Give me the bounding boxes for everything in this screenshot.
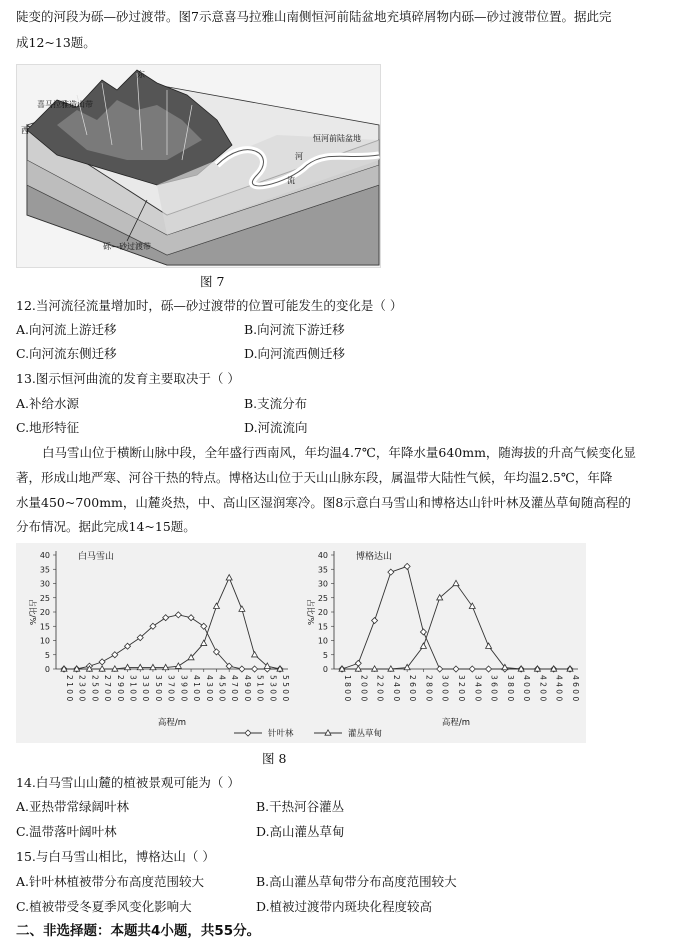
x-tick-label: 2 5 0 0 bbox=[90, 675, 100, 702]
x-tick-label: 2 7 0 0 bbox=[103, 675, 113, 702]
y-tick-label: 5 bbox=[44, 650, 50, 660]
point-conifer bbox=[388, 569, 394, 575]
passage-line-1: 白马雪山位于横断山脉中段，全年盛行西南风，年均温4.7℃，年降水量640mm，随海拔的升高气候变化显 bbox=[42, 445, 636, 460]
y-tick-label: 20 bbox=[317, 608, 328, 617]
y-tick-label: 35 bbox=[317, 565, 328, 575]
point-conifer bbox=[201, 623, 207, 629]
passage-line-2: 著，形成山地严寒、河谷干热的特点。博格达山位于天山山脉东段，属温带大陆性气候，年均温2.5℃，年降 bbox=[16, 470, 613, 485]
x-tick-label: 5 1 0 0 bbox=[255, 675, 265, 702]
x-tick-label: 3 7 0 0 bbox=[166, 675, 176, 702]
figure-7-diagram bbox=[16, 64, 381, 268]
q14-option-d[interactable]: D.高山灌丛草甸 bbox=[256, 824, 345, 839]
figure-8-caption: 图 8 bbox=[262, 751, 287, 766]
x-tick-label: 4 5 0 0 bbox=[217, 675, 227, 702]
q15-option-a[interactable]: A.针叶林植被带分布高度范围较大 bbox=[16, 874, 205, 889]
series-line-conifer bbox=[64, 615, 280, 669]
x-tick-label: 3 9 0 0 bbox=[179, 675, 189, 702]
chart-legend bbox=[234, 728, 382, 739]
x-tick-label: 3 4 0 0 bbox=[473, 675, 483, 702]
label-basin: 恒河前陆盆地 bbox=[313, 134, 361, 143]
point-conifer bbox=[239, 666, 245, 672]
q13-option-b[interactable]: B.支流分布 bbox=[244, 396, 308, 411]
label-flow: 流 bbox=[287, 176, 295, 185]
series-line-shrub bbox=[342, 584, 570, 670]
q15-option-d[interactable]: D.植被过渡带内斑块化程度较高 bbox=[256, 899, 433, 914]
x-tick-label: 4 7 0 0 bbox=[230, 675, 240, 702]
point-shrub bbox=[226, 575, 232, 580]
section-2-heading: 二、非选择题：本题共4小题，共55分。 bbox=[16, 923, 261, 939]
point-conifer bbox=[420, 629, 426, 635]
q12-option-d[interactable]: D.向河流西侧迁移 bbox=[244, 346, 346, 361]
x-axis-label: 高程/m bbox=[441, 718, 471, 728]
x-tick-label: 4 4 0 0 bbox=[554, 675, 564, 702]
chart-bogda bbox=[306, 550, 580, 728]
x-tick-label: 2 6 0 0 bbox=[408, 675, 418, 702]
legend-marker-shrub bbox=[325, 730, 331, 735]
x-tick-label: 2 3 0 0 bbox=[77, 675, 87, 702]
point-conifer bbox=[252, 666, 258, 672]
figure-7-caption: 图 7 bbox=[200, 274, 225, 289]
elevation-vegetation-chart bbox=[16, 543, 586, 743]
point-shrub bbox=[420, 643, 426, 648]
series-line-shrub bbox=[64, 578, 280, 669]
y-tick-label: 20 bbox=[39, 608, 50, 617]
point-conifer bbox=[372, 618, 378, 624]
point-shrub bbox=[486, 643, 492, 648]
q14-option-a[interactable]: A.亚热带常绿阔叶林 bbox=[16, 799, 130, 814]
x-tick-label: 3 8 0 0 bbox=[505, 675, 515, 702]
chart-title: 白马雪山 bbox=[78, 552, 115, 562]
x-tick-label: 4 3 0 0 bbox=[204, 675, 214, 702]
point-shrub bbox=[175, 663, 181, 668]
label-transition: 砾—砂过渡带 bbox=[103, 242, 151, 251]
y-tick-label: 15 bbox=[317, 622, 328, 632]
foreland-basin-diagram bbox=[17, 65, 380, 267]
point-shrub bbox=[372, 666, 378, 671]
x-axis-label: 高程/m bbox=[157, 718, 187, 728]
y-tick-label: 5 bbox=[322, 650, 328, 660]
q15-stem: 15.与白马雪山相比，博格达山（ ） bbox=[16, 849, 215, 864]
x-tick-label: 3 6 0 0 bbox=[489, 675, 499, 702]
point-shrub bbox=[137, 664, 143, 669]
point-shrub bbox=[213, 603, 219, 608]
y-tick-label: 30 bbox=[317, 579, 328, 589]
y-tick-label: 40 bbox=[317, 551, 328, 560]
chart-baima bbox=[28, 550, 290, 728]
x-tick-label: 2 2 0 0 bbox=[375, 675, 385, 702]
q15-option-c[interactable]: C.植被带受冬夏季风变化影响大 bbox=[16, 899, 192, 914]
x-tick-label: 3 0 0 0 bbox=[440, 675, 450, 702]
label-himalaya: 喜马拉雅造山带 bbox=[37, 100, 93, 109]
y-tick-label: 10 bbox=[39, 636, 50, 646]
point-shrub bbox=[125, 664, 131, 669]
y-tick-label: 0 bbox=[322, 665, 328, 674]
point-shrub bbox=[252, 652, 258, 657]
q14-stem: 14.白马雪山山麓的植被景观可能为（ ） bbox=[16, 775, 240, 790]
y-tick-label: 15 bbox=[39, 622, 50, 632]
intro-line-2: 成12~13题。 bbox=[16, 35, 96, 50]
label-river: 河 bbox=[295, 152, 303, 161]
point-conifer bbox=[125, 643, 131, 649]
y-tick-label: 25 bbox=[317, 593, 328, 603]
point-conifer bbox=[112, 652, 118, 658]
legend-marker-conifer bbox=[245, 730, 251, 736]
q13-option-d[interactable]: D.河流流向 bbox=[244, 420, 308, 435]
q13-option-c[interactable]: C.地形特征 bbox=[16, 420, 80, 435]
point-shrub bbox=[150, 664, 156, 669]
x-tick-label: 4 0 0 0 bbox=[522, 675, 532, 702]
x-tick-label: 3 5 0 0 bbox=[153, 675, 163, 702]
point-conifer bbox=[404, 563, 410, 569]
figure-8-charts bbox=[16, 543, 586, 743]
x-tick-label: 5 5 0 0 bbox=[281, 675, 290, 702]
q13-stem: 13.图示恒河曲流的发育主要取决于（ ） bbox=[16, 371, 240, 386]
q14-option-b[interactable]: B.干热河谷灌丛 bbox=[256, 799, 345, 814]
legend-label-conifer: 针叶林 bbox=[268, 729, 294, 739]
label-west: 西 bbox=[21, 126, 29, 135]
y-tick-label: 10 bbox=[317, 636, 328, 646]
x-tick-label: 2 9 0 0 bbox=[115, 675, 125, 702]
q12-option-c[interactable]: C.向河流东侧迁移 bbox=[16, 346, 117, 361]
point-shrub bbox=[453, 580, 459, 585]
x-tick-label: 4 1 0 0 bbox=[192, 675, 202, 702]
q13-option-a[interactable]: A.补给水源 bbox=[16, 396, 80, 411]
point-conifer bbox=[437, 666, 443, 672]
x-tick-label: 2 8 0 0 bbox=[424, 675, 434, 702]
q15-option-b[interactable]: B.高山灌丛草甸带分布高度范围较大 bbox=[256, 874, 457, 889]
point-conifer bbox=[486, 666, 492, 672]
point-shrub bbox=[201, 640, 207, 645]
point-shrub bbox=[239, 606, 245, 611]
legend-label-shrub: 灌丛草甸 bbox=[348, 729, 383, 739]
point-shrub bbox=[99, 666, 105, 671]
point-conifer bbox=[469, 666, 475, 672]
point-conifer bbox=[99, 659, 105, 665]
y-tick-label: 25 bbox=[39, 593, 50, 603]
y-tick-label: 40 bbox=[39, 551, 50, 560]
point-shrub bbox=[355, 666, 361, 671]
intro-line-1: 陡变的河段为砾—砂过渡带。图7示意喜马拉雅山南侧恒河前陆盆地充填碎屑物内砾—砂过渡带位置。据此完 bbox=[16, 9, 612, 24]
q14-option-c[interactable]: C.温带落叶阔叶林 bbox=[16, 824, 117, 839]
x-tick-label: 2 0 0 0 bbox=[359, 675, 369, 702]
y-axis-label: 占比/% bbox=[306, 598, 315, 626]
x-tick-label: 4 9 0 0 bbox=[242, 675, 252, 702]
x-tick-label: 4 6 0 0 bbox=[571, 675, 580, 702]
x-tick-label: 2 4 0 0 bbox=[391, 675, 401, 702]
x-tick-label: 3 3 0 0 bbox=[141, 675, 151, 702]
x-tick-label: 3 2 0 0 bbox=[457, 675, 466, 702]
point-conifer bbox=[453, 666, 459, 672]
x-tick-label: 2 1 0 0 bbox=[65, 675, 74, 702]
q12-option-a[interactable]: A.向河流上游迁移 bbox=[16, 322, 117, 337]
q12-option-b[interactable]: B.向河流下游迁移 bbox=[244, 322, 345, 337]
q12-stem: 12.当河流径流量增加时，砾—砂过渡带的位置可能发生的变化是（ ） bbox=[16, 298, 403, 313]
passage-line-3: 水量450~700mm，山麓炎热，中、高山区湿润寒冷。图8示意白马雪山和博格达山针叶林及灌丛草甸随高程的 bbox=[16, 495, 631, 510]
x-tick-label: 5 3 0 0 bbox=[268, 675, 278, 702]
y-tick-label: 30 bbox=[39, 579, 50, 589]
chart-title: 博格达山 bbox=[356, 552, 393, 562]
x-tick-label: 3 1 0 0 bbox=[128, 675, 138, 702]
y-tick-label: 0 bbox=[44, 665, 50, 674]
passage-line-4: 分布情况。据此完成14~15题。 bbox=[16, 519, 196, 534]
point-conifer bbox=[188, 615, 194, 621]
point-conifer bbox=[163, 615, 169, 621]
y-tick-label: 35 bbox=[39, 565, 50, 575]
y-axis-label: 占比/% bbox=[28, 598, 37, 626]
label-east: 东 bbox=[137, 70, 145, 79]
x-tick-label: 1 8 0 0 bbox=[343, 675, 352, 702]
point-conifer bbox=[175, 612, 181, 618]
x-tick-label: 4 2 0 0 bbox=[538, 675, 548, 702]
